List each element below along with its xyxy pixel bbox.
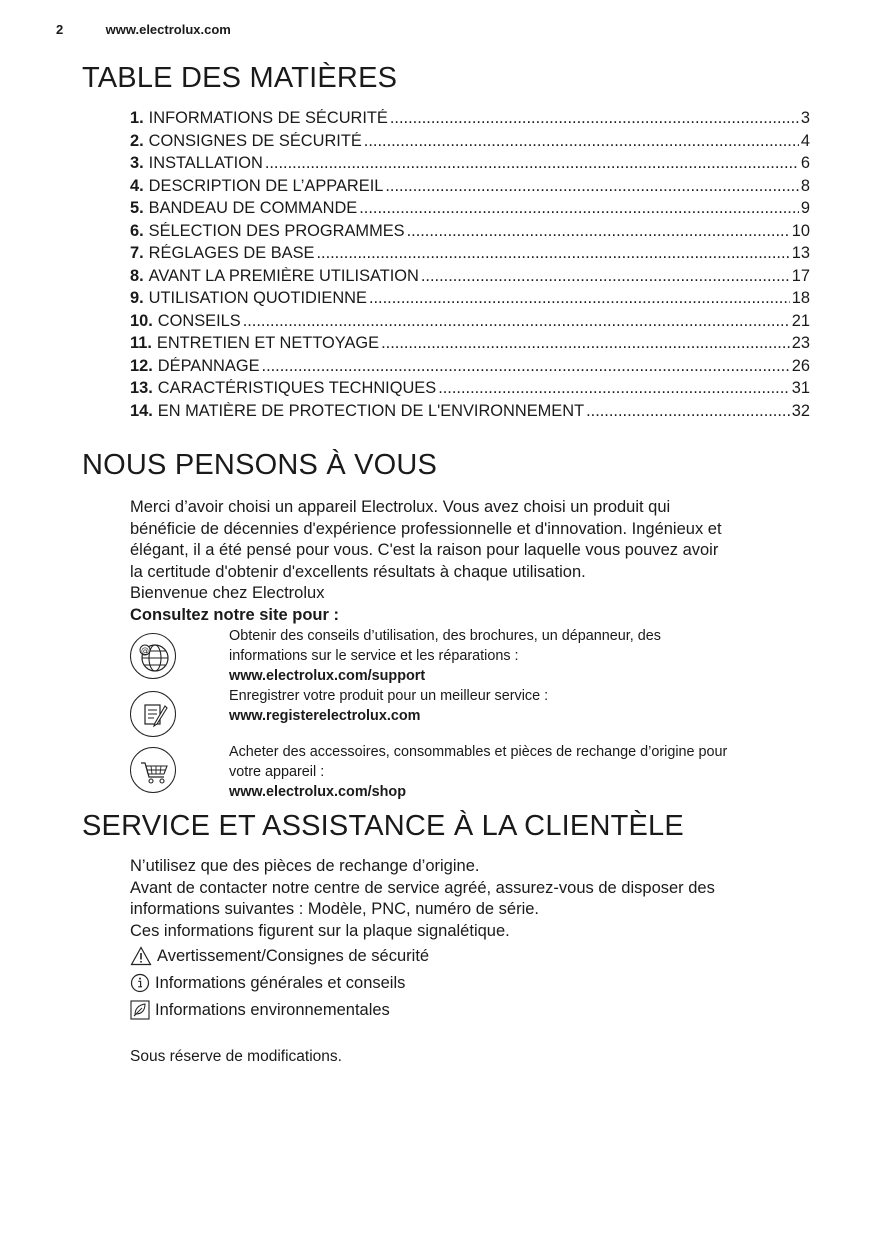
toc-item-label: CONSIGNES DE SÉCURITÉ bbox=[148, 131, 362, 150]
about-paragraph-line: bénéficie de décennies d'expérience professionnelle et d'innovation. Ingénieux et bbox=[130, 519, 722, 538]
toc-leader bbox=[369, 289, 790, 308]
toc-item-number: 8. bbox=[130, 266, 144, 285]
toc-item-label: BANDEAU DE COMMANDE bbox=[148, 199, 358, 217]
toc-item[interactable] bbox=[130, 312, 810, 335]
toc-item[interactable] bbox=[130, 199, 810, 222]
toc-item[interactable] bbox=[130, 177, 810, 200]
toc-item-label: ENTRETIEN ET NETTOYAGE bbox=[156, 334, 380, 352]
toc-item-page: 21 bbox=[791, 311, 810, 330]
toc-item-label: CONSEILS bbox=[157, 311, 241, 330]
visit-text: Obtenir des conseils d’utilisation, des brochures, un dépanneur, des bbox=[229, 628, 661, 644]
toc-item-label: AVANT LA PREMIÈRE UTILISATION bbox=[148, 266, 419, 285]
toc-item-page: 8 bbox=[800, 176, 810, 195]
toc-item-label: SÉLECTION DES PROGRAMMES bbox=[148, 221, 405, 240]
service-paragraph-line: Avant de contacter notre centre de service agréé, assurez-vous de disposer des bbox=[130, 878, 715, 897]
toc-item-page: 18 bbox=[791, 289, 810, 307]
toc-item-label: DESCRIPTION DE L’APPAREIL bbox=[148, 176, 384, 195]
svg-text:@: @ bbox=[141, 646, 149, 655]
toc-leader bbox=[407, 222, 790, 241]
toc-leader bbox=[359, 199, 799, 218]
toc-item[interactable] bbox=[130, 357, 810, 380]
toc-leader bbox=[243, 312, 790, 331]
toc-item[interactable] bbox=[130, 379, 810, 402]
about-paragraph-line: la certitude d'obtenir d'excellents résultats à chaque utilisation. bbox=[130, 562, 586, 581]
toc-item-number: 1. bbox=[130, 109, 144, 127]
legend-warning bbox=[130, 946, 429, 966]
service-section bbox=[130, 856, 820, 942]
page-header bbox=[56, 22, 231, 37]
visit-text: Acheter des accessoires, consommables et pièces de rechange d’origine pour bbox=[229, 744, 728, 760]
service-paragraph-line: Ces informations figurent sur la plaque signalétique. bbox=[130, 921, 510, 940]
toc-leader bbox=[421, 267, 790, 286]
toc-item-page: 3 bbox=[800, 109, 810, 127]
environment-icon bbox=[130, 1000, 150, 1020]
toc-item-page: 9 bbox=[800, 199, 810, 217]
shopping-cart-icon bbox=[130, 747, 176, 793]
toc-item[interactable] bbox=[130, 109, 810, 132]
visit-text: Enregistrer votre produit pour un meilleur service : bbox=[229, 688, 549, 704]
toc-item-number: 6. bbox=[130, 221, 144, 240]
table-of-contents bbox=[130, 109, 810, 424]
toc-item[interactable] bbox=[130, 132, 810, 155]
toc-leader bbox=[381, 334, 790, 353]
toc-leader bbox=[316, 244, 789, 263]
toc-item-number: 2. bbox=[130, 131, 144, 150]
legend-label: Informations environnementales bbox=[155, 1000, 390, 1019]
toc-leader bbox=[385, 177, 799, 196]
info-icon bbox=[130, 973, 150, 993]
toc-item[interactable] bbox=[130, 267, 810, 290]
service-paragraph-line: informations suivantes : Modèle, PNC, numéro de série. bbox=[130, 900, 540, 919]
toc-item-number: 3. bbox=[130, 154, 144, 172]
toc-item[interactable] bbox=[130, 402, 810, 425]
toc-leader bbox=[390, 109, 799, 128]
toc-item-page: 32 bbox=[791, 401, 810, 420]
footnote: Sous réserve de modifications. bbox=[130, 1048, 342, 1065]
toc-item[interactable] bbox=[130, 222, 810, 245]
globe-icon bbox=[130, 633, 176, 679]
toc-item-number: 11. bbox=[130, 334, 152, 352]
welcome-text: Bienvenue chez Electrolux bbox=[130, 584, 325, 603]
toc-leader bbox=[364, 132, 799, 151]
toc-leader bbox=[262, 357, 790, 376]
toc-item[interactable] bbox=[130, 154, 810, 177]
shop-link[interactable]: www.electrolux.com/shop bbox=[229, 784, 406, 800]
toc-item-number: 12. bbox=[130, 356, 153, 375]
toc-item-label: EN MATIÈRE DE PROTECTION DE L'ENVIRONNEMENT bbox=[157, 401, 585, 420]
toc-item-page: 26 bbox=[791, 356, 810, 375]
toc-item-page: 17 bbox=[791, 266, 810, 285]
toc-item-label: CARACTÉRISTIQUES TECHNIQUES bbox=[157, 379, 437, 397]
legend-info bbox=[130, 973, 405, 993]
toc-item[interactable] bbox=[130, 289, 810, 312]
toc-item-number: 13. bbox=[130, 379, 153, 397]
legend-label: Informations générales et conseils bbox=[155, 973, 406, 992]
service-paragraph-line: N’utilisez que des pièces de rechange d’origine. bbox=[130, 857, 480, 875]
toc-item-page: 4 bbox=[800, 131, 810, 150]
toc-item[interactable] bbox=[130, 334, 810, 357]
toc-leader bbox=[265, 154, 799, 173]
toc-item-label: DÉPANNAGE bbox=[157, 356, 260, 375]
toc-item-page: 31 bbox=[791, 379, 810, 397]
about-paragraph-line: élégant, il a été pensé pour vous. C'est la raison pour laquelle vous pouvez avoir bbox=[130, 541, 719, 560]
legend-environment bbox=[130, 1000, 390, 1020]
register-link[interactable]: www.registerelectrolux.com bbox=[229, 708, 421, 724]
toc-item-number: 9. bbox=[130, 289, 144, 307]
about-paragraph-line: Merci d’avoir choisi un appareil Electrolux. Vous avez choisi un produit qui bbox=[130, 498, 671, 516]
toc-item-page: 10 bbox=[791, 221, 810, 240]
visit-heading: Consultez notre site pour : bbox=[130, 605, 340, 624]
toc-leader bbox=[438, 379, 790, 398]
legend-label: Avertissement/Consignes de sécurité bbox=[157, 946, 430, 965]
toc-title: TABLE DES MATIÈRES bbox=[82, 62, 398, 94]
toc-item-page: 13 bbox=[791, 244, 810, 262]
toc-item-label: UTILISATION QUOTIDIENNE bbox=[148, 289, 367, 307]
toc-item-label: INFORMATIONS DE SÉCURITÉ bbox=[148, 109, 388, 127]
visit-text: informations sur le service et les réparations : bbox=[229, 648, 519, 664]
toc-item-number: 7. bbox=[130, 244, 144, 262]
toc-item-number: 10. bbox=[130, 311, 153, 330]
about-title: NOUS PENSONS À VOUS bbox=[82, 449, 438, 481]
toc-item-number: 5. bbox=[130, 199, 144, 217]
toc-item[interactable] bbox=[130, 244, 810, 267]
toc-item-label: INSTALLATION bbox=[148, 154, 263, 172]
visit-text: votre appareil : bbox=[229, 764, 325, 780]
support-link[interactable]: www.electrolux.com/support bbox=[229, 668, 426, 684]
toc-leader bbox=[586, 402, 790, 421]
toc-item-number: 4. bbox=[130, 176, 144, 195]
page-number: 2 bbox=[56, 22, 64, 37]
about-section bbox=[130, 497, 820, 627]
toc-item-label: RÉGLAGES DE BASE bbox=[148, 244, 315, 262]
toc-item-page: 6 bbox=[800, 154, 810, 172]
register-icon bbox=[130, 691, 176, 737]
toc-item-number: 14. bbox=[130, 401, 153, 420]
toc-item-page: 23 bbox=[791, 334, 810, 352]
website-link[interactable]: www.electrolux.com bbox=[105, 22, 231, 37]
service-title: SERVICE ET ASSISTANCE À LA CLIENTÈLE bbox=[82, 810, 684, 842]
warning-icon bbox=[130, 946, 152, 966]
